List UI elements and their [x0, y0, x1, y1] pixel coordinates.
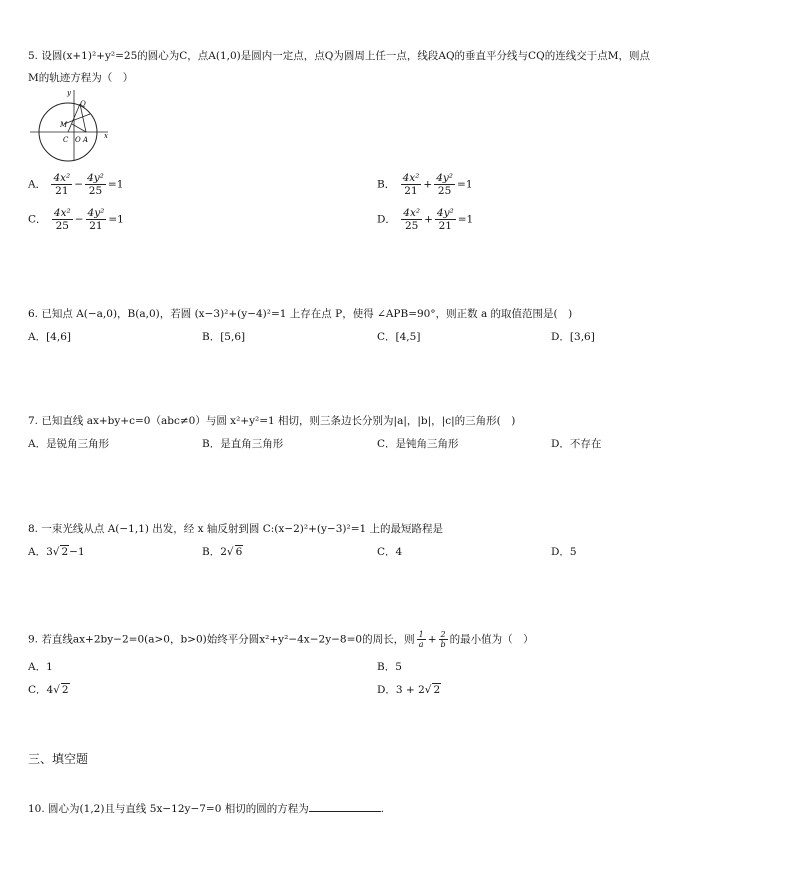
option-5a-numerator-2: 4y²: [87, 172, 104, 184]
option-8c[interactable]: C．4: [377, 546, 403, 558]
option-8a-suffix: −1: [69, 546, 85, 558]
figure-label-o: O: [75, 136, 81, 144]
option-7a[interactable]: A．是锐角三角形: [28, 438, 110, 450]
option-label: B．: [377, 178, 396, 191]
figure-perp-bisector: [64, 114, 90, 124]
option-9a[interactable]: A．1: [28, 661, 53, 673]
option-5b[interactable]: [377, 172, 473, 197]
option-6a[interactable]: A．[4,6]: [28, 331, 71, 343]
question-9-plus: +: [427, 633, 437, 646]
option-8b-label: B．: [202, 546, 221, 558]
option-8d[interactable]: D．5: [551, 546, 577, 558]
option-5b-numerator-1: 4x²: [402, 172, 420, 184]
question-9-text: [28, 630, 534, 649]
option-5a-operator: −: [74, 178, 84, 191]
option-8a-label: A．: [28, 546, 47, 558]
figure-label-x: x: [104, 132, 108, 140]
option-9c-radicand: 2: [61, 684, 69, 696]
option-5b-rhs: =1: [457, 178, 473, 191]
question-7-text: 7. 已知直线 ax+by+c=0（abc≠0）与圆 x²+y²=1 相切，则三条边长分别为|a|，|b|，|c|的三角形( ): [28, 415, 516, 427]
option-5a-rhs: =1: [107, 178, 124, 191]
question-9-text-pre: 9. 若直线ax+2by−2=0(a>0，b>0)始终平分圆x²+y²−4x−2y−8=0的周长，则: [28, 633, 415, 646]
option-5a-denominator-1: 21: [55, 185, 69, 198]
figure-label-y: y: [67, 89, 71, 97]
option-8b-coefficient: 2: [220, 546, 227, 558]
option-7d[interactable]: D．不存在: [551, 438, 602, 450]
option-5d-rhs: =1: [457, 213, 474, 226]
option-5b-numerator-2: 4y²: [436, 172, 454, 184]
option-9d-radicand: 2: [433, 684, 441, 696]
option-5a-denominator-2: 25: [88, 185, 103, 198]
option-6d[interactable]: D．[3,6]: [551, 331, 595, 343]
option-8b-radicand: 6: [235, 546, 243, 558]
question-9-fraction-1-numerator: 1: [418, 630, 424, 639]
option-7c[interactable]: C．是钝角三角形: [377, 438, 459, 450]
option-5d-numerator-2: 4y²: [436, 207, 454, 219]
option-9b[interactable]: B．5: [377, 661, 402, 673]
option-8a-coefficient: 3: [46, 546, 53, 558]
option-5c[interactable]: [28, 207, 124, 232]
sqrt-icon: √: [226, 546, 234, 558]
option-5d-denominator-1: 25: [404, 220, 419, 233]
option-9d-label: D．3 + 2: [377, 684, 425, 696]
question-9-fraction-1-denominator: a: [418, 640, 424, 650]
option-5a[interactable]: [28, 172, 123, 197]
option-8a-radicand: 2: [61, 546, 69, 558]
option-label: D．: [377, 213, 396, 226]
option-label: C．: [28, 213, 47, 226]
option-5d-numerator-1: 4x²: [403, 207, 421, 219]
sqrt-icon: √: [424, 684, 432, 696]
figure-label-q: Q: [80, 100, 86, 108]
answer-blank[interactable]: [309, 801, 381, 812]
question-9-fraction-2-denominator: b: [440, 640, 446, 650]
option-8b[interactable]: [202, 544, 243, 559]
option-label: A．: [28, 178, 47, 191]
option-7b[interactable]: B．是直角三角形: [202, 438, 284, 450]
option-9c[interactable]: [28, 682, 70, 697]
option-6b[interactable]: B．[5,6]: [202, 331, 246, 343]
option-5c-numerator-1: 4x²: [53, 207, 71, 219]
option-5c-denominator-1: 25: [55, 220, 69, 233]
question-8-text: 8. 一束光线从点 A(−1,1) 出发，经 x 轴反射到圆 C:(x−2)²+(y−3)²=1 上的最短路程是: [28, 523, 444, 535]
sqrt-icon: √: [53, 684, 60, 696]
option-5c-numerator-2: 4y²: [87, 207, 105, 219]
question-9-fraction-2-numerator: 2: [439, 630, 448, 640]
option-5b-denominator-1: 21: [404, 185, 418, 198]
question-5-text: 5. 设圆(x+1)²+y²=25的圆心为C，点A(1,0)是圆内一定点，点Q为圆周上任一点，线段AQ的垂直平分线与CQ的连线交于点M，则点: [28, 50, 650, 62]
option-5c-denominator-2: 21: [89, 220, 103, 233]
question-10-text: [28, 801, 384, 816]
option-5c-rhs: =1: [108, 213, 124, 226]
option-8a[interactable]: [28, 544, 85, 559]
option-5b-operator: +: [423, 178, 433, 191]
question-10-text-pre: 10. 圆心为(1,2)且与直线 5x−12y−7=0 相切的圆的方程为: [28, 803, 309, 815]
option-5b-denominator-2: 25: [437, 185, 452, 198]
option-6c[interactable]: C．[4,5]: [377, 331, 421, 343]
question-5-text-line2: M的轨迹方程为（ ）: [28, 72, 134, 84]
option-5a-numerator-1: 4x²: [53, 172, 71, 184]
question-6-text: 6. 已知点 A(−a,0)，B(a,0)，若圆 (x−3)²+(y−4)²=1 上存在点 P，使得 ∠APB=90°，则正数 a 的取值范围是( ): [28, 308, 573, 320]
option-5d[interactable]: [377, 207, 473, 232]
option-5c-operator: −: [74, 213, 84, 226]
sqrt-icon: √: [52, 546, 60, 558]
figure-label-a: A: [83, 136, 89, 144]
option-5d-operator: +: [424, 213, 433, 226]
question-10-text-post: .: [380, 803, 385, 815]
question-9-text-post: 的最小值为（ ）: [449, 633, 534, 646]
figure-label-m: M: [60, 121, 68, 129]
figure-label-c: C: [63, 136, 69, 144]
circle-figure: [28, 86, 114, 162]
option-5d-denominator-2: 21: [438, 220, 452, 233]
option-9d[interactable]: [377, 682, 441, 697]
section-title: 三、填空题: [28, 752, 89, 766]
option-9c-label: C．4: [28, 684, 54, 696]
